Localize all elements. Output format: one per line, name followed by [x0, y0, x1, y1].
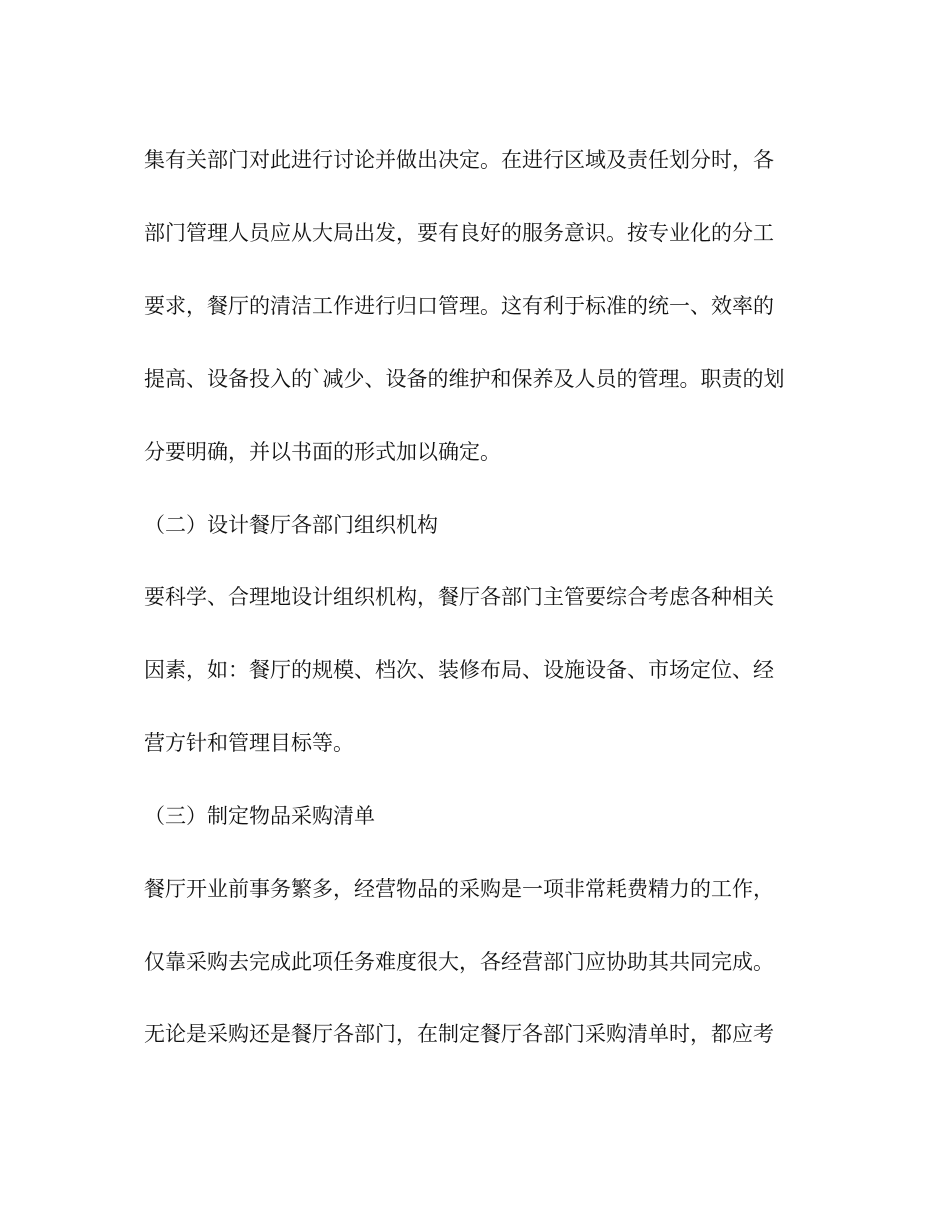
paragraph-line: 无论是采购还是餐厅各部门，在制定餐厅各部门采购清单时，都应考	[144, 1022, 774, 1046]
paragraph-line: 部门管理人员应从大局出发，要有良好的服务意识。按专业化的分工	[144, 221, 774, 245]
paragraph-line: 餐厅开业前事务繁多，经营物品的采购是一项非常耗费精力的工作，	[144, 877, 774, 901]
paragraph-line: 提高、设备投入的`减少、设备的维护和保养及人员的管理。职责的划	[144, 367, 785, 391]
paragraph-line: 营方针和管理目标等。	[144, 731, 354, 755]
paragraph-line: 仅靠采购去完成此项任务难度很大，各经营部门应协助其共同完成。	[144, 950, 774, 974]
section-heading: （二）设计餐厅各部门组织机构	[144, 513, 438, 537]
paragraph-line: 分要明确，并以书面的形式加以确定。	[144, 440, 501, 464]
paragraph-line: 集有关部门对此进行讨论并做出决定。在进行区域及责任划分时，各	[144, 148, 774, 172]
section-heading: （三）制定物品采购清单	[144, 804, 375, 828]
paragraph-line: 因素，如：餐厅的规模、档次、装修布局、设施设备、市场定位、经	[144, 658, 774, 682]
paragraph-line: 要求，餐厅的清洁工作进行归口管理。这有利于标准的统一、效率的	[144, 294, 774, 318]
paragraph-line: 要科学、合理地设计组织机构，餐厅各部门主管要综合考虑各种相关	[144, 585, 774, 609]
